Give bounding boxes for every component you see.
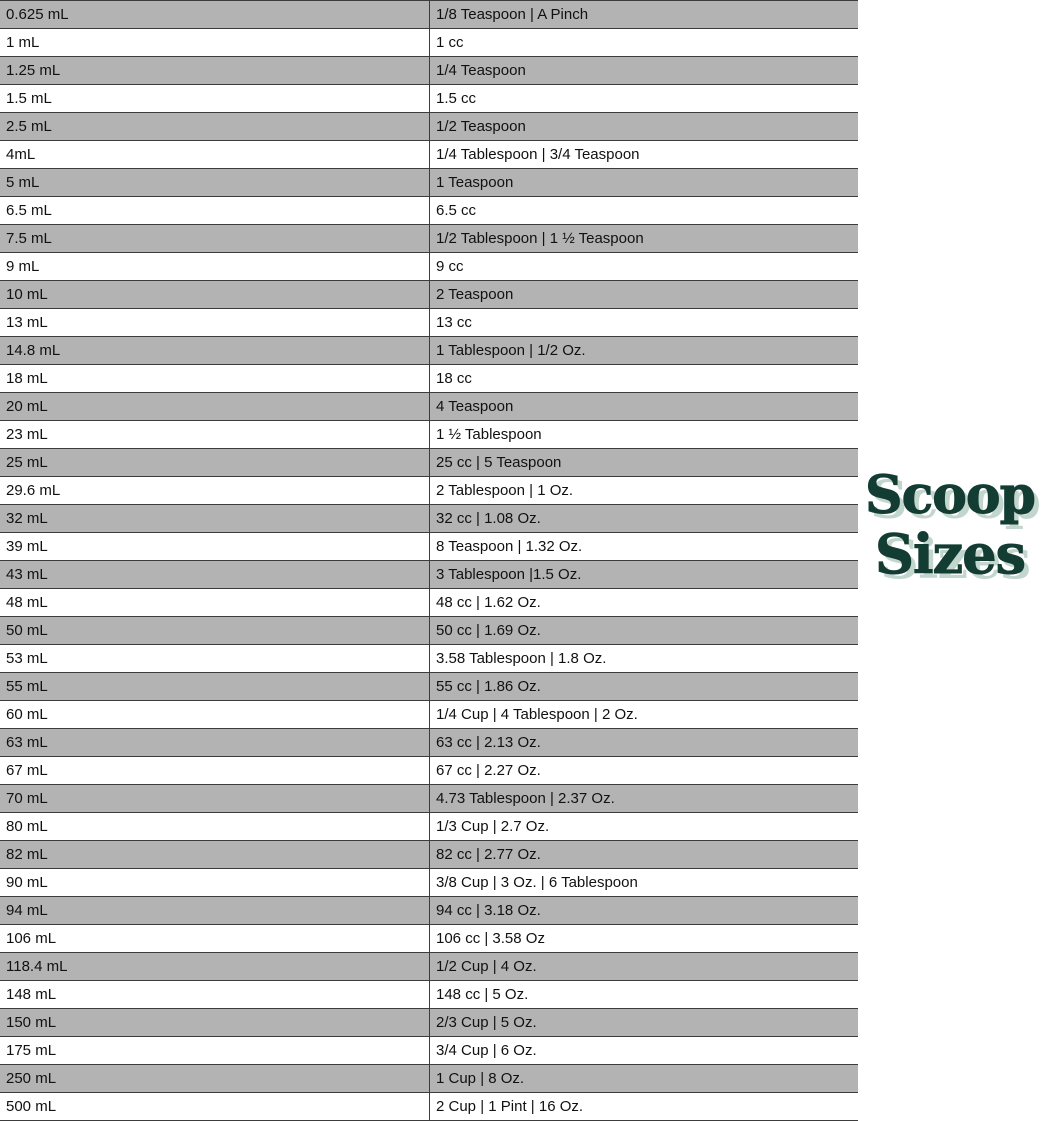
cell-equivalent: 1/8 Teaspoon | A Pinch bbox=[430, 1, 859, 29]
cell-volume: 70 mL bbox=[0, 785, 430, 813]
cell-equivalent: 1/4 Cup | 4 Tablespoon | 2 Oz. bbox=[430, 701, 859, 729]
cell-equivalent: 1 Tablespoon | 1/2 Oz. bbox=[430, 337, 859, 365]
table-row bbox=[0, 869, 858, 897]
cell-volume: 1.25 mL bbox=[0, 57, 430, 85]
table-row bbox=[0, 757, 858, 785]
logo-line-1: Scoop bbox=[865, 465, 1035, 526]
cell-volume: 90 mL bbox=[0, 869, 430, 897]
table-row bbox=[0, 113, 858, 141]
cell-equivalent: 1 ½ Tablespoon bbox=[430, 421, 859, 449]
cell-equivalent: 1.5 cc bbox=[430, 85, 859, 113]
cell-equivalent: 1 cc bbox=[430, 29, 859, 57]
table-row bbox=[0, 197, 858, 225]
table-row bbox=[0, 673, 858, 701]
cell-equivalent: 1/2 Tablespoon | 1 ½ Teaspoon bbox=[430, 225, 859, 253]
cell-volume: 23 mL bbox=[0, 421, 430, 449]
cell-volume: 175 mL bbox=[0, 1037, 430, 1065]
cell-volume: 118.4 mL bbox=[0, 953, 430, 981]
logo-line-2: Sizes bbox=[875, 522, 1025, 586]
table-row bbox=[0, 337, 858, 365]
cell-volume: 1.5 mL bbox=[0, 85, 430, 113]
cell-equivalent: 8 Teaspoon | 1.32 Oz. bbox=[430, 533, 859, 561]
cell-equivalent: 94 cc | 3.18 Oz. bbox=[430, 897, 859, 925]
cell-equivalent: 2 Teaspoon bbox=[430, 281, 859, 309]
table-row bbox=[0, 645, 858, 673]
cell-volume: 4mL bbox=[0, 141, 430, 169]
cell-volume: 32 mL bbox=[0, 505, 430, 533]
table-row bbox=[0, 365, 858, 393]
cell-equivalent: 1/2 Teaspoon bbox=[430, 113, 859, 141]
cell-volume: 20 mL bbox=[0, 393, 430, 421]
cell-volume: 82 mL bbox=[0, 841, 430, 869]
cell-volume: 500 mL bbox=[0, 1093, 430, 1121]
cell-volume: 29.6 mL bbox=[0, 477, 430, 505]
cell-equivalent: 106 cc | 3.58 Oz bbox=[430, 925, 859, 953]
table-row bbox=[0, 785, 858, 813]
table-row bbox=[0, 953, 858, 981]
table-row bbox=[0, 925, 858, 953]
conversion-table-body bbox=[0, 1, 858, 1121]
table-row bbox=[0, 813, 858, 841]
cell-volume: 1 mL bbox=[0, 29, 430, 57]
table-row bbox=[0, 1009, 858, 1037]
table-row bbox=[0, 981, 858, 1009]
cell-volume: 14.8 mL bbox=[0, 337, 430, 365]
cell-equivalent: 148 cc | 5 Oz. bbox=[430, 981, 859, 1009]
cell-volume: 7.5 mL bbox=[0, 225, 430, 253]
table-row bbox=[0, 1065, 858, 1093]
table-row bbox=[0, 169, 858, 197]
table-row bbox=[0, 701, 858, 729]
cell-volume: 106 mL bbox=[0, 925, 430, 953]
cell-equivalent: 3.58 Tablespoon | 1.8 Oz. bbox=[430, 645, 859, 673]
table-row bbox=[0, 1093, 858, 1121]
cell-equivalent: 18 cc bbox=[430, 365, 859, 393]
cell-volume: 39 mL bbox=[0, 533, 430, 561]
cell-volume: 50 mL bbox=[0, 617, 430, 645]
cell-volume: 55 mL bbox=[0, 673, 430, 701]
cell-equivalent: 3/8 Cup | 3 Oz. | 6 Tablespoon bbox=[430, 869, 859, 897]
cell-equivalent: 1/3 Cup | 2.7 Oz. bbox=[430, 813, 859, 841]
scoop-sizes-logo bbox=[845, 465, 1055, 610]
table-row bbox=[0, 253, 858, 281]
cell-volume: 48 mL bbox=[0, 589, 430, 617]
cell-equivalent: 1/2 Cup | 4 Oz. bbox=[430, 953, 859, 981]
cell-volume: 9 mL bbox=[0, 253, 430, 281]
cell-equivalent: 48 cc | 1.62 Oz. bbox=[430, 589, 859, 617]
cell-equivalent: 3/4 Cup | 6 Oz. bbox=[430, 1037, 859, 1065]
cell-volume: 0.625 mL bbox=[0, 1, 430, 29]
cell-volume: 18 mL bbox=[0, 365, 430, 393]
cell-equivalent: 4 Teaspoon bbox=[430, 393, 859, 421]
cell-volume: 250 mL bbox=[0, 1065, 430, 1093]
cell-equivalent: 4.73 Tablespoon | 2.37 Oz. bbox=[430, 785, 859, 813]
table-row bbox=[0, 589, 858, 617]
cell-volume: 94 mL bbox=[0, 897, 430, 925]
table-row bbox=[0, 225, 858, 253]
cell-equivalent: 2 Cup | 1 Pint | 16 Oz. bbox=[430, 1093, 859, 1121]
cell-volume: 2.5 mL bbox=[0, 113, 430, 141]
table-row bbox=[0, 393, 858, 421]
cell-volume: 67 mL bbox=[0, 757, 430, 785]
table-row bbox=[0, 29, 858, 57]
cell-volume: 5 mL bbox=[0, 169, 430, 197]
cell-equivalent: 2 Tablespoon | 1 Oz. bbox=[430, 477, 859, 505]
table-row bbox=[0, 505, 858, 533]
table-row bbox=[0, 1, 858, 29]
cell-equivalent: 1/4 Teaspoon bbox=[430, 57, 859, 85]
table-row bbox=[0, 1037, 858, 1065]
cell-equivalent: 13 cc bbox=[430, 309, 859, 337]
cell-equivalent: 63 cc | 2.13 Oz. bbox=[430, 729, 859, 757]
table-row bbox=[0, 449, 858, 477]
cell-equivalent: 1 Teaspoon bbox=[430, 169, 859, 197]
cell-equivalent: 1 Cup | 8 Oz. bbox=[430, 1065, 859, 1093]
cell-volume: 150 mL bbox=[0, 1009, 430, 1037]
cell-volume: 148 mL bbox=[0, 981, 430, 1009]
cell-equivalent: 55 cc | 1.86 Oz. bbox=[430, 673, 859, 701]
cell-equivalent: 82 cc | 2.77 Oz. bbox=[430, 841, 859, 869]
table-row bbox=[0, 141, 858, 169]
cell-equivalent: 25 cc | 5 Teaspoon bbox=[430, 449, 859, 477]
cell-equivalent: 6.5 cc bbox=[430, 197, 859, 225]
cell-equivalent: 1/4 Tablespoon | 3/4 Teaspoon bbox=[430, 141, 859, 169]
cell-volume: 43 mL bbox=[0, 561, 430, 589]
cell-equivalent: 67 cc | 2.27 Oz. bbox=[430, 757, 859, 785]
table-row bbox=[0, 561, 858, 589]
table-row bbox=[0, 281, 858, 309]
cell-equivalent: 2/3 Cup | 5 Oz. bbox=[430, 1009, 859, 1037]
cell-volume: 60 mL bbox=[0, 701, 430, 729]
table-row bbox=[0, 309, 858, 337]
table-row bbox=[0, 617, 858, 645]
cell-equivalent: 3 Tablespoon |1.5 Oz. bbox=[430, 561, 859, 589]
table-row bbox=[0, 729, 858, 757]
cell-equivalent: 9 cc bbox=[430, 253, 859, 281]
table-row bbox=[0, 421, 858, 449]
table-row bbox=[0, 533, 858, 561]
table-row bbox=[0, 897, 858, 925]
table-row bbox=[0, 841, 858, 869]
cell-volume: 10 mL bbox=[0, 281, 430, 309]
cell-volume: 6.5 mL bbox=[0, 197, 430, 225]
table-row bbox=[0, 477, 858, 505]
cell-volume: 63 mL bbox=[0, 729, 430, 757]
cell-equivalent: 32 cc | 1.08 Oz. bbox=[430, 505, 859, 533]
table-row bbox=[0, 57, 858, 85]
cell-volume: 80 mL bbox=[0, 813, 430, 841]
cell-equivalent: 50 cc | 1.69 Oz. bbox=[430, 617, 859, 645]
cell-volume: 53 mL bbox=[0, 645, 430, 673]
cell-volume: 13 mL bbox=[0, 309, 430, 337]
table-row bbox=[0, 85, 858, 113]
cell-volume: 25 mL bbox=[0, 449, 430, 477]
